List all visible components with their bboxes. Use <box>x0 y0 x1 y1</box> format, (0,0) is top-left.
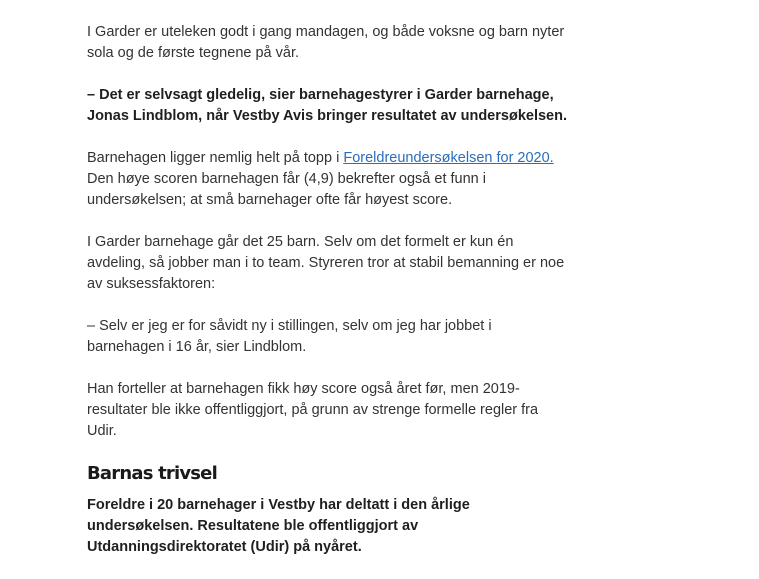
section-heading: Barnas trivsel <box>87 463 217 484</box>
paragraph-section-lead: Foreldre i 20 barnehager i Vestby har deltatt i den årlige undersøkelsen. Resultatene ble offentliggjort av Utdanningsdirektoratet (Udir) på nyåret. <box>87 497 470 555</box>
paragraph-survey-result <box>87 148 567 211</box>
paragraph-previous-year: Han forteller at barnehagen fikk høy score også året før, men 2019-resultater ble ikke offentliggjort, på grunn av strenge formelle regler fra Udir. <box>87 381 539 439</box>
paragraph-text: Den høye scoren barnehagen får (4,9) bekrefter også et funn i undersøkelsen; at små barnehager ofte får høyest score. <box>87 171 486 208</box>
paragraph-quote-lindblom: – Selv er jeg er for såvidt ny i stillingen, selv om jeg har jobbet i barnehagen i 16 år, sier Lindblom. <box>87 318 492 355</box>
article-body <box>87 22 567 579</box>
paragraph-quote-styrer: – Det er selvsagt gledelig, sier barnehagestyrer i Garder barnehage, Jonas Lindblom, når Vestby Avis bringer resultatet av undersøkelsen. <box>87 87 567 124</box>
paragraph-intro: I Garder er uteleken godt i gang mandagen, og både voksne og barn nyter sola og de første tegnene på vår. <box>87 24 565 61</box>
paragraph-barn-count: I Garder barnehage går det 25 barn. Selv om det formelt er kun én avdeling, så jobber man i to team. Styreren tror at stabil bemanning er noe av suksessfaktoren: <box>87 234 565 292</box>
paragraph-text: Barnehagen ligger nemlig helt på topp i <box>87 150 344 166</box>
foreldreundersokelsen-link[interactable]: Foreldreundersøkelsen for 2020. <box>343 150 554 166</box>
